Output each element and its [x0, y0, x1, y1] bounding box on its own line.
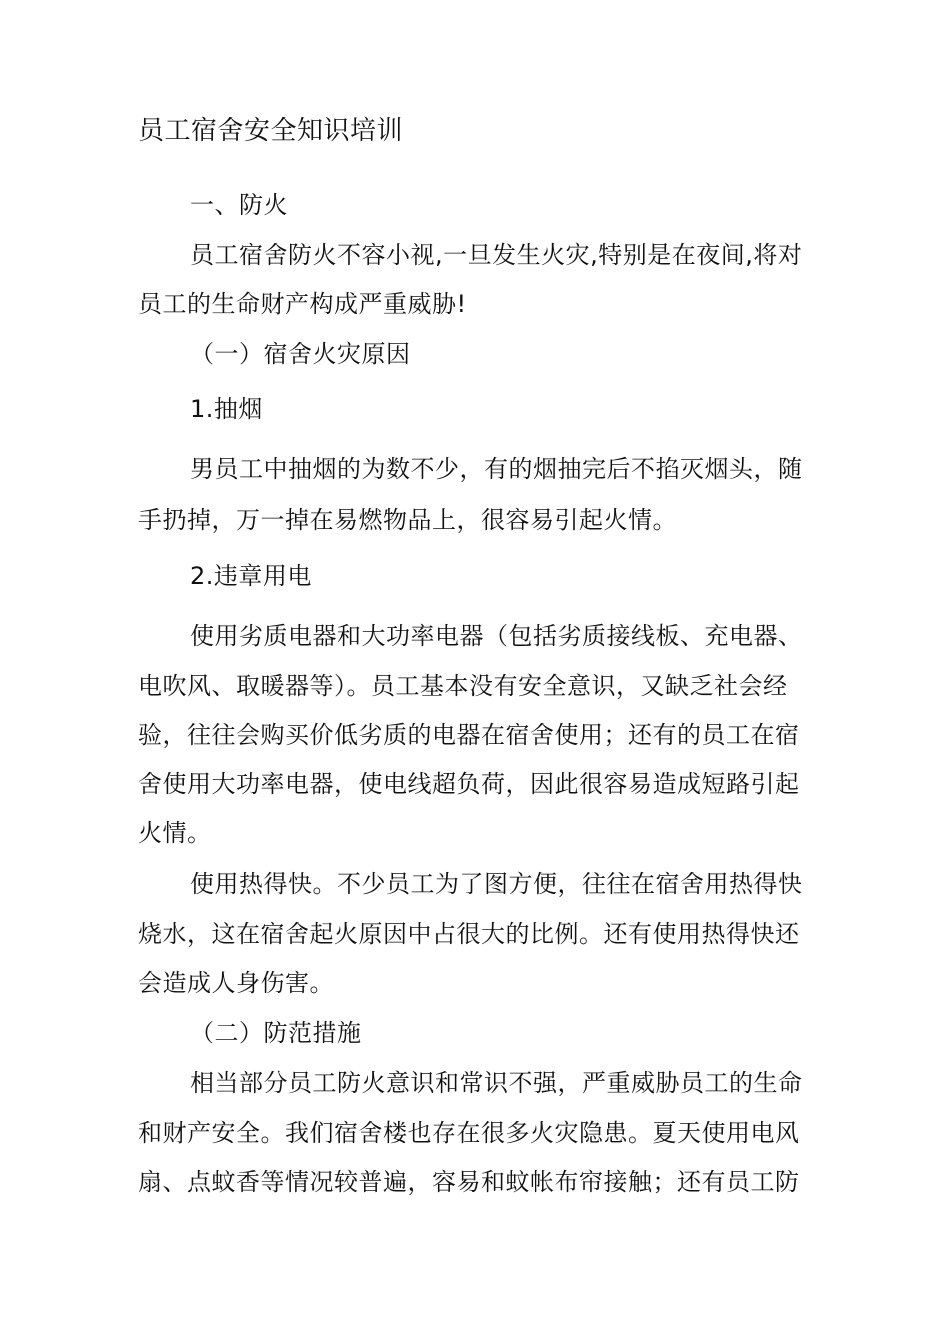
item-heading-smoking: 1.抽烟 [190, 395, 263, 423]
paragraph-line: 烧水，这在宿舍起火原因中占很大的比例。还有使用热得快还 [138, 920, 800, 948]
paragraph-line: 验，往往会购买价低劣质的电器在宿舍使用；还有的员工在宿 [138, 721, 800, 749]
subsection-heading-causes: （一）宿舍火灾原因 [190, 340, 411, 368]
subsection-heading-measures: （二）防范措施 [190, 1019, 362, 1047]
paragraph-line: 相当部分员工防火意识和常识不强，严重威胁员工的生命 [190, 1069, 803, 1097]
paragraph-line: 员工宿舍防火不容小视,一旦发生火灾,特别是在夜间,将对 [190, 241, 803, 269]
paragraph-line: 手扔掉，万一掉在易燃物品上，很容易引起火情。 [138, 506, 677, 534]
paragraph-line: 员工的生命财产构成严重威胁! [138, 290, 467, 318]
paragraph-line: 和财产安全。我们宿舍楼也存在很多火灾隐患。夏天使用电风 [138, 1119, 800, 1147]
section-heading-fire: 一、防火 [190, 191, 288, 219]
paragraph-line: 火情。 [138, 819, 212, 847]
paragraph-line: 扇、点蚊香等情况较普遍，容易和蚊帐布帘接触；还有员工防 [138, 1168, 800, 1196]
paragraph-line: 男员工中抽烟的为数不少，有的烟抽完后不掐灭烟头，随 [190, 455, 803, 483]
paragraph-line: 舍使用大功率电器，使电线超负荷，因此很容易造成短路引起 [138, 770, 800, 798]
paragraph-line: 使用热得快。不少员工为了图方便，往往在宿舍用热得快 [190, 870, 803, 898]
document-title: 员工宿舍安全知识培训 [138, 116, 404, 146]
item-heading-electricity: 2.违章用电 [190, 562, 312, 590]
paragraph-line: 使用劣质电器和大功率电器（包括劣质接线板、充电器、 [190, 622, 803, 650]
paragraph-line: 电吹风、取暖器等）。员工基本没有安全意识，又缺乏社会经 [138, 672, 788, 700]
paragraph-line: 会造成人身伤害。 [138, 969, 334, 997]
